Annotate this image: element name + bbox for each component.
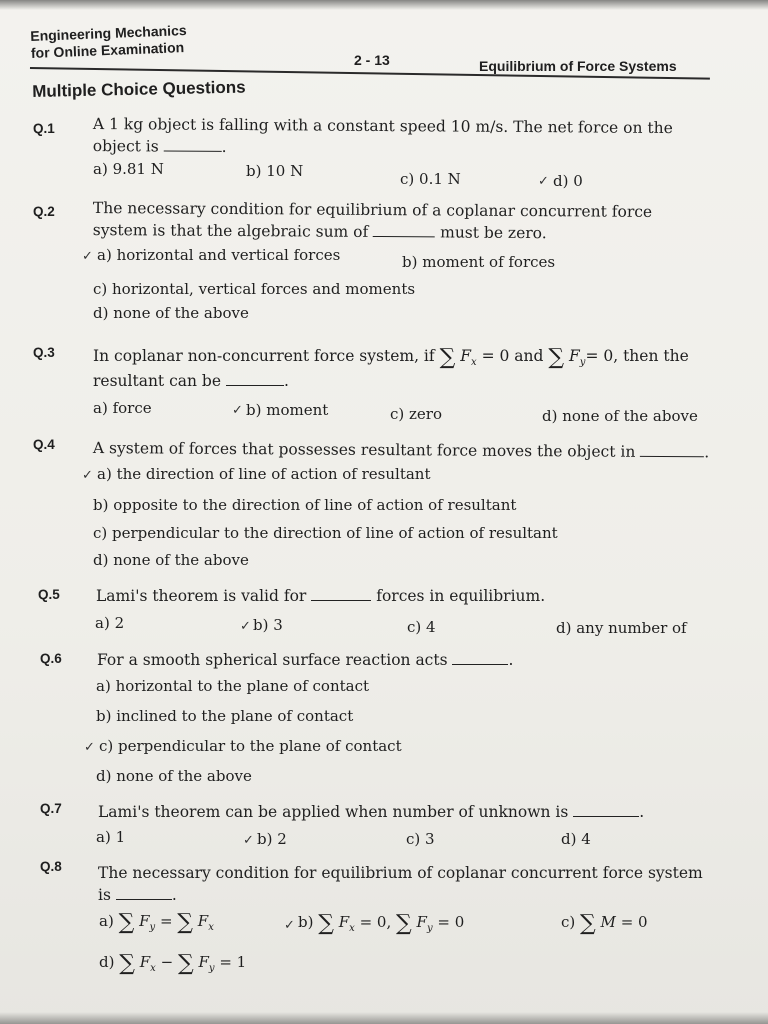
math-subscript: x (208, 922, 214, 933)
question-number: Q.1 (33, 121, 55, 136)
answer-blank (226, 384, 284, 386)
question-text-fragment: . (639, 803, 645, 821)
math-var: F (338, 913, 350, 931)
option-b: b) 2 (257, 830, 287, 848)
question-text-line (96, 585, 545, 607)
math-subscript: y (426, 923, 433, 934)
question-number: Q.6 (40, 651, 62, 666)
math-subscript: x (470, 357, 477, 369)
option-a: a) horizontal to the plane of contact (96, 677, 370, 695)
summation-icon: ∑ (548, 345, 565, 370)
option-d: d) none of the above (93, 304, 249, 322)
option-c (561, 913, 648, 935)
option-label: d) (99, 953, 115, 971)
question-text-fragment: = 0, then the (585, 347, 689, 365)
question-text-fragment: . (508, 651, 514, 669)
math-var: F (416, 913, 427, 931)
question-text-fragment: Lami's theorem can be applied when number of unknown is (98, 803, 569, 821)
question-number: Q.4 (33, 437, 55, 452)
answer-blank (640, 455, 704, 457)
option-a: a) force (93, 399, 152, 417)
question-number: Q.2 (33, 204, 55, 219)
math-operator: = 1 (219, 953, 247, 971)
book-title-line1: Engineering Mechanics (30, 21, 187, 44)
math-var: F (197, 912, 209, 930)
question-text (93, 113, 673, 161)
option-c: c) zero (390, 405, 443, 423)
question-text-fragment: . (704, 443, 710, 462)
option-a: a) 9.81 N (93, 160, 164, 178)
question-number: Q.8 (40, 859, 62, 874)
answer-blank (164, 149, 222, 151)
question-text-line (93, 370, 289, 392)
option-a: a) horizontal and vertical forces (97, 246, 341, 264)
summation-icon: ∑ (177, 951, 194, 976)
checkmark-icon: ✓ (240, 619, 251, 634)
option-label: b) (298, 913, 314, 931)
option-c: c) perpendicular to the plane of contact (99, 737, 402, 755)
math-var: M (600, 913, 616, 931)
option-b: b) inclined to the plane of contact (96, 707, 354, 725)
question-number: Q.5 (38, 587, 60, 602)
math-var: F (198, 953, 209, 971)
question-text-line (93, 437, 709, 463)
math-subscript: x (349, 923, 355, 934)
summation-icon: ∑ (118, 910, 135, 935)
answer-blank (311, 599, 371, 601)
question-text-fragment: object is (92, 136, 159, 156)
math-var: F (569, 347, 580, 365)
chapter-title: Equilibrium of Force Systems (479, 58, 677, 74)
summation-icon: ∑ (439, 345, 456, 370)
question-number: Q.7 (40, 801, 62, 816)
option-label: a) (99, 912, 114, 930)
summation-icon: ∑ (396, 911, 412, 936)
checkmark-icon: ✓ (243, 833, 254, 848)
checkmark-icon: ✓ (284, 918, 295, 933)
question-text-fragment: is (98, 886, 111, 904)
option-b: b) 10 N (246, 162, 304, 180)
checkmark-icon: ✓ (82, 468, 93, 483)
question-text-fragment: = 0 and (481, 347, 544, 365)
math-operator: = 0 (437, 913, 465, 931)
checkmark-icon: ✓ (84, 740, 95, 755)
summation-icon: ∑ (119, 951, 135, 976)
book-title-line2: for Online Examination (30, 39, 185, 61)
question-text-fragment: . (221, 137, 227, 156)
question-text-fragment: resultant can be (93, 372, 222, 390)
option-b: b) moment of forces (402, 253, 556, 271)
question-text-fragment: In coplanar non-concurrent force system, if (93, 347, 435, 365)
math-operator: = 0, (359, 913, 392, 931)
answer-blank (452, 663, 508, 665)
option-c: c) horizontal, vertical forces and moments (93, 280, 416, 298)
question-text-fragment: system is that the algebraic sum of (92, 220, 369, 241)
option-b (298, 913, 464, 935)
math-subscript: y (208, 963, 215, 974)
page-top-shadow (0, 0, 768, 10)
option-a: a) the direction of line of action of resultant (97, 465, 431, 483)
summation-icon: ∑ (318, 911, 334, 936)
question-text (98, 862, 703, 906)
question-text (93, 197, 653, 245)
math-subscript: y (149, 922, 156, 933)
answer-blank (116, 898, 172, 900)
math-operator: = (159, 912, 173, 930)
page-bottom-shadow (0, 1012, 768, 1024)
option-b: b) moment (246, 401, 329, 419)
book-title (30, 22, 188, 62)
question-text-line: The necessary condition for equilibrium of coplanar concurrent force system (98, 864, 703, 882)
question-text-fragment: must be zero. (440, 223, 547, 243)
option-label: c) (561, 913, 576, 931)
question-text-line: A 1 kg object is falling with a constant speed 10 m/s. The net force on the (92, 114, 673, 138)
checkmark-icon: ✓ (82, 249, 93, 264)
math-var: F (460, 347, 471, 365)
answer-blank (373, 235, 435, 237)
question-text-line (97, 649, 513, 671)
option-a (99, 912, 214, 934)
summation-icon: ∑ (177, 910, 194, 935)
question-text-line (93, 135, 673, 161)
option-d: d) none of the above (96, 767, 252, 785)
question-text-fragment: A system of forces that possesses resultant force moves the object in (92, 438, 636, 461)
option-d: d) 4 (561, 830, 591, 848)
option-c: c) perpendicular to the direction of line of action of resultant (93, 524, 558, 542)
math-operator: − (160, 953, 174, 971)
question-text-line: The necessary condition for equilibrium of a coplanar concurrent force (92, 198, 653, 221)
question-text-fragment: . (171, 886, 177, 904)
checkmark-icon: ✓ (538, 174, 549, 189)
summation-icon: ∑ (580, 911, 596, 936)
math-var: F (139, 912, 150, 930)
math-subscript: y (579, 357, 586, 369)
option-d (99, 953, 246, 975)
option-c: c) 0.1 N (400, 170, 461, 188)
math-var: F (139, 953, 151, 971)
option-d: d) any number of (556, 619, 687, 637)
option-b: b) 3 (253, 616, 283, 634)
option-d: d) none of the above (542, 407, 698, 425)
option-d: d) 0 (553, 172, 583, 190)
option-c: c) 4 (407, 618, 436, 636)
section-title: Multiple Choice Questions (32, 77, 246, 101)
option-b: b) opposite to the direction of line of action of resultant (93, 496, 517, 514)
option-a: a) 2 (95, 614, 125, 632)
math-subscript: x (150, 963, 156, 974)
question-text-line (98, 884, 703, 906)
page-number: 2 - 13 (354, 52, 390, 68)
math-operator: = 0 (620, 913, 648, 931)
option-d: d) none of the above (93, 551, 249, 569)
question-text-fragment: For a smooth spherical surface reaction acts (97, 651, 448, 669)
option-a: a) 1 (96, 828, 126, 846)
option-c: c) 3 (406, 830, 435, 848)
question-text-fragment: . (283, 372, 289, 390)
question-text-line (98, 801, 644, 823)
answer-blank (573, 815, 639, 817)
question-text-fragment: Lami's theorem is valid for (96, 587, 307, 605)
question-text-line (93, 219, 652, 245)
checkmark-icon: ✓ (232, 403, 243, 418)
question-number: Q.3 (33, 345, 55, 360)
question-text-fragment: forces in equilibrium. (376, 587, 546, 605)
